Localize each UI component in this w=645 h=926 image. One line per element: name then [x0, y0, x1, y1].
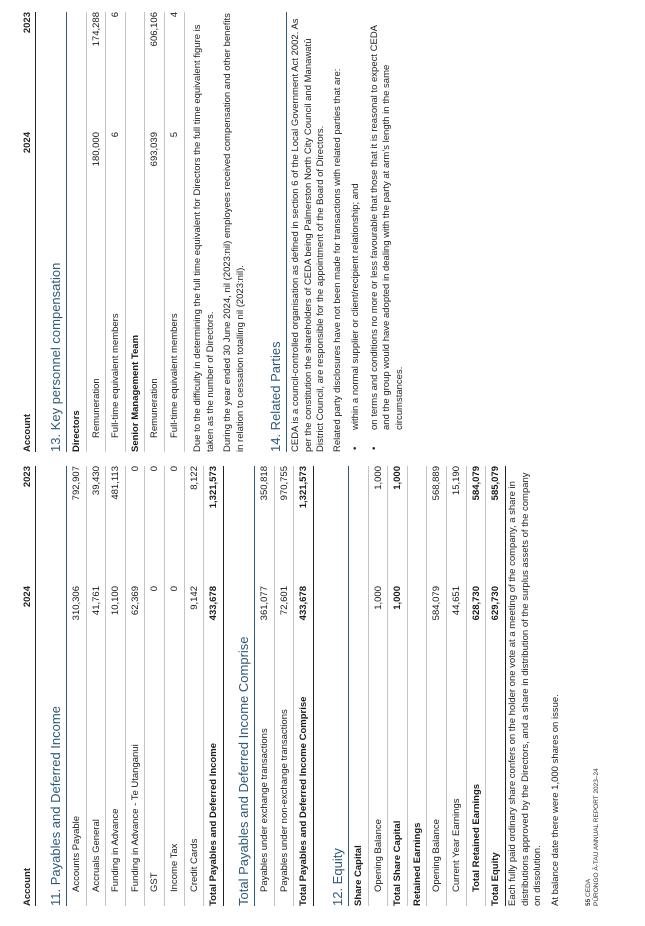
subheading-row — [67, 12, 87, 452]
row-value-2024: 5 — [168, 132, 180, 138]
row-value-2023: 792,907 — [71, 466, 82, 501]
related-parties-disclosure: Related party disclosures have not been made for transactions with related parties that are: — [332, 68, 343, 452]
row-value-2024: 584,079 — [431, 586, 443, 621]
row-value-2024: 44,651 — [450, 586, 462, 616]
row-value-2024: 10,100 — [110, 586, 122, 616]
row-value-2024: 361,077 — [259, 586, 270, 621]
row-label: Senior Management Team — [129, 334, 141, 452]
table-row — [67, 466, 87, 906]
header-year-current: 2024 — [22, 132, 33, 154]
header-rule — [35, 466, 36, 906]
column-header — [22, 466, 34, 906]
row-label: Accruals General — [90, 819, 102, 892]
row-value-2023: 606,106 — [149, 12, 161, 47]
table-row — [106, 12, 126, 452]
row-label: Total Payables and Deferred Income Comprise — [298, 696, 310, 906]
bullet-icon: • — [350, 446, 361, 450]
comprise-title: Total Payables and Deferred Income Comprise — [236, 636, 251, 906]
header-account: Account — [22, 414, 33, 452]
footer-report-title: PŪRONGO Ā-TAU ANNUAL REPORT 2023–24 — [593, 768, 600, 906]
page-footer — [585, 768, 601, 906]
related-parties-title-rule — [286, 12, 287, 452]
table-row — [427, 466, 447, 906]
row-label: GST — [149, 872, 161, 892]
key-personnel-note-fte: Due to the difficulty in determining the full time equivalent for Directors the full time equivalent figure is taken as the number of Directors. — [192, 24, 216, 452]
row-value-2023: 568,889 — [431, 466, 443, 501]
row-label: Total Retained Earnings — [470, 783, 482, 892]
row-value-2023: 350,818 — [259, 466, 270, 501]
row-label: Opening Balance — [372, 819, 384, 892]
bullet-text: on terms and conditions no more or less favourable that those that it is reasonal to expect CEDA and the group would have adopted in dealing with the party at arm’s length in the same circumstances. — [368, 25, 405, 430]
table-row — [447, 466, 467, 906]
equity-title: 12. Equity — [330, 848, 345, 906]
row-value-2024: 628,730 — [470, 586, 482, 621]
table-row — [165, 466, 185, 906]
table-row — [165, 12, 185, 452]
row-value-2024: 433,678 — [298, 586, 310, 621]
row-label: Remuneration — [149, 378, 161, 438]
list-item — [350, 12, 363, 452]
row-label: Retained Earnings — [411, 822, 423, 906]
row-value-2024: 0 — [149, 586, 161, 592]
row-value-2024: 629,730 — [490, 586, 502, 621]
row-value-2024: 72,601 — [278, 586, 290, 616]
row-label: Total Equity — [490, 852, 502, 906]
row-value-2023: 0 — [168, 466, 180, 472]
table-row — [145, 12, 165, 452]
equity-table — [349, 466, 506, 906]
header-year-prior: 2023 — [22, 466, 33, 488]
total-row — [388, 466, 408, 906]
table-row — [275, 466, 295, 906]
total-row — [294, 466, 314, 906]
row-value-2024: 0 — [168, 586, 180, 592]
row-value-2023: 1,000 — [372, 466, 384, 490]
table-row — [185, 466, 205, 906]
table-row — [106, 466, 126, 906]
equity-note-votes: Each fully paid ordinary share confers on the holder one vote at a meeting of the company, a share in distributions approved by the Directors, and a share in distribution of the surplus assets of the company on dissolution. — [507, 472, 543, 906]
row-value-2024: 310,306 — [71, 586, 82, 621]
row-value-2023: 584,079 — [470, 466, 482, 501]
row-value-2023: 6 — [110, 12, 122, 18]
row-label: Total Payables and Deferred Income — [208, 743, 220, 906]
payables-table — [67, 466, 224, 906]
related-parties-title: 14. Related Parties — [268, 341, 283, 452]
row-value-2023: 15,190 — [450, 466, 462, 496]
row-value-2024: 9,142 — [188, 586, 200, 610]
right-column — [0, 12, 645, 452]
subheading-row — [126, 12, 146, 452]
row-value-2023: 481,113 — [110, 466, 122, 500]
table-row — [255, 466, 275, 906]
row-label: Payables under non-exchange transactions — [278, 709, 290, 892]
row-label: Income Tax — [168, 843, 180, 892]
row-value-2024: 41,761 — [90, 586, 102, 616]
subheading-row — [408, 466, 428, 906]
list-item — [369, 12, 407, 452]
row-value-2023: 1,321,573 — [208, 466, 220, 509]
row-value-2024: 433,678 — [208, 586, 220, 621]
row-value-2023: 1,321,573 — [298, 466, 310, 509]
header-year-current: 2024 — [22, 586, 33, 608]
key-personnel-table — [67, 12, 185, 452]
row-label: Funding in Advance - Te Utanganui — [129, 744, 141, 892]
row-label: Total Share Capital — [392, 820, 404, 906]
bullet-text: within a normal supplier or client/recipient relationship; and — [350, 183, 361, 430]
row-label: Full-time equivalent members — [110, 313, 122, 438]
row-label: Current Year Earnings — [450, 798, 462, 892]
header-rule — [35, 12, 36, 452]
header-account: Account — [22, 868, 33, 906]
left-column — [0, 466, 645, 906]
bullet-icon: • — [368, 446, 380, 450]
related-parties-bullets — [350, 12, 412, 452]
row-label: Opening Balance — [431, 819, 443, 892]
row-value-2023: 174,288 — [90, 12, 102, 47]
table-row — [145, 466, 165, 906]
row-label: Credit Cards — [188, 838, 200, 892]
related-parties-para: CEDA is a council-controlled organisation as defined in section 6 of the Local Government Act 2002. As per the constitution the shareholders of CEDA being Palmerston North City Council and Manawatū District Council, are responsible for the appointment of the Board of Directors. — [290, 18, 326, 452]
row-label: Share Capital — [353, 845, 364, 906]
table-row — [87, 12, 107, 452]
key-personnel-note-cessation: During the year ended 30 June 2024, nil (2023:nil) employees received compensation and other benefits in relation to cessation totalling nil (2023:nil). — [222, 13, 246, 452]
row-label: Remuneration — [90, 378, 102, 438]
table-row — [369, 466, 389, 906]
row-value-2024: 1,000 — [372, 586, 384, 610]
header-year-prior: 2023 — [22, 12, 33, 34]
total-row — [486, 466, 506, 906]
row-value-2024: 62,369 — [129, 586, 141, 616]
row-value-2023: 39,430 — [90, 466, 102, 496]
row-value-2023: 585,079 — [490, 466, 502, 501]
row-value-2023: 0 — [129, 466, 141, 472]
row-label: Full-time equivalent members — [168, 313, 180, 438]
comprise-table — [255, 466, 314, 906]
total-row — [204, 466, 224, 906]
subheading-row — [349, 466, 369, 906]
row-value-2024: 1,000 — [392, 586, 404, 610]
table-row — [126, 466, 146, 906]
row-value-2023: 970,755 — [278, 466, 290, 501]
table-row — [87, 466, 107, 906]
footer-org: CEDA — [585, 878, 592, 897]
row-value-2023: 1,000 — [392, 466, 404, 490]
equity-note-shares: At balance date there were 1,000 shares on issue. — [550, 694, 561, 906]
page-number: 55 — [585, 898, 592, 906]
row-value-2023: 4 — [168, 12, 180, 18]
row-value-2023: 8,122 — [188, 466, 200, 490]
row-label: Accounts Payable — [71, 815, 82, 892]
row-value-2023: 0 — [149, 466, 161, 472]
column-header — [22, 12, 34, 452]
row-value-2024: 6 — [110, 132, 122, 138]
key-personnel-title: 13. Key personnel compensation — [48, 262, 63, 452]
row-label: Directors — [71, 410, 82, 452]
total-row — [467, 466, 487, 906]
row-value-2024: 693,039 — [149, 132, 161, 167]
payables-title: 11. Payables and Deferred Income — [48, 706, 63, 906]
row-label: Payables under exchange transactions — [259, 728, 270, 892]
row-value-2024: 180,000 — [90, 132, 102, 167]
row-label: Funding in Advance — [110, 808, 122, 892]
